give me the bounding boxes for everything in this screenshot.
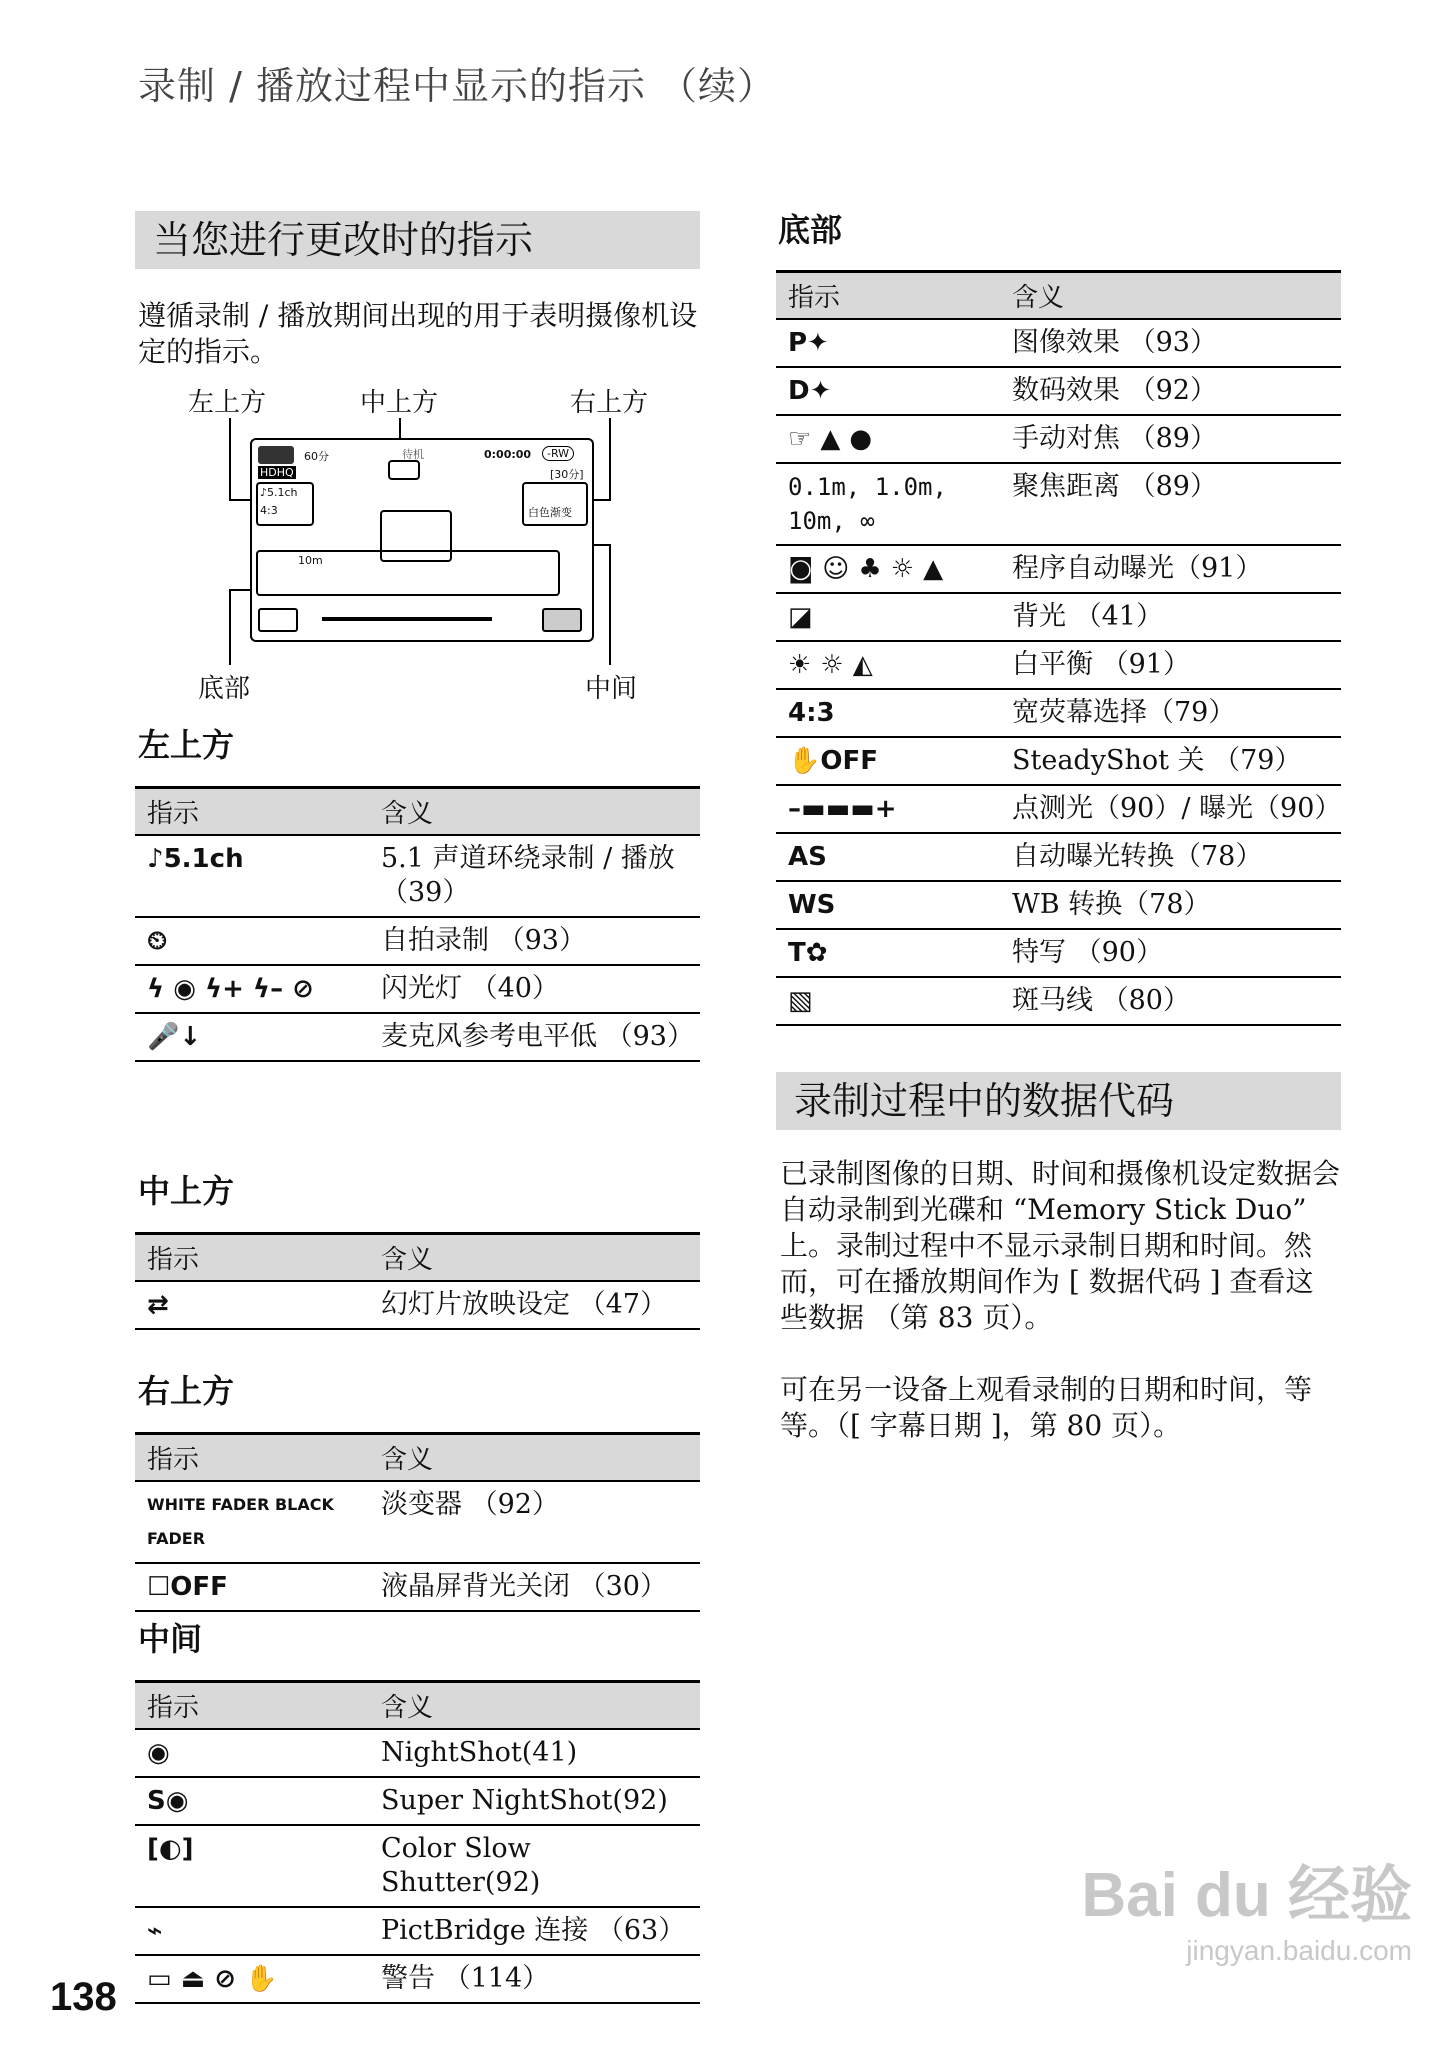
col-meaning: 含义 [369,1434,700,1482]
table-row [135,917,700,965]
table-row [776,689,1341,737]
meaning-text: 麦克风参考电平低 （93） [369,1013,700,1061]
table-row [135,1955,700,2003]
meaning-text: 点测光（90）/ 曝光（90） [1000,785,1341,833]
indicator-text: 0.1m, 1.0m, 10m, ∞ [776,463,1000,545]
diagram-label-middle: 中间 [585,674,638,704]
watermark-url: jingyan.baidu.com [1186,1935,1412,1966]
screen-audio: ♪5.1ch [260,486,298,499]
table-row [776,367,1341,415]
indicator-icon: WHITE FADER BLACK FADER [135,1481,369,1563]
table-row [776,881,1341,929]
top-left-indicator-box [256,482,314,526]
meaning-text: 特写 （90） [1000,929,1341,977]
table-top-left [135,786,700,1062]
meaning-text: NightShot(41) [369,1729,700,1777]
screen-disc: -RW [542,446,574,461]
indicator-icon: ♪5.1ch [135,835,369,917]
subtitle-bottom: 底部 [778,211,843,249]
diagram-label-bottom: 底部 [198,674,251,704]
meaning-text: 闪光灯 （40） [369,965,700,1013]
col-meaning: 含义 [369,1682,700,1730]
col-indicator: 指示 [776,272,1000,320]
meaning-text: 液晶屏背光关闭 （30） [369,1563,700,1611]
section-title-change: 当您进行更改时的指示 [135,211,700,269]
meaning-text: 幻灯片放映设定 （47） [369,1281,700,1329]
indicator-icon: ☀ ☼ ◭ [776,641,1000,689]
slideshow-icon [388,460,420,480]
screen-fader: 白色渐变 [528,506,572,519]
indicator-icon: 4:3 [776,689,1000,737]
table-row [776,593,1341,641]
indicator-icon: ▧ [776,977,1000,1025]
option-button-icon [542,608,582,632]
indicator-icon: [◐] [135,1825,369,1907]
meaning-text: PictBridge 连接 （63） [369,1907,700,1955]
meaning-text: 5.1 声道环绕录制 / 播放 （39） [369,835,700,917]
meaning-text: 图像效果 （93） [1000,319,1341,367]
indicator-icon: P✦ [776,319,1000,367]
meaning-text: 警告 （114） [369,1955,700,2003]
home-icon [258,446,294,464]
meaning-text: Color Slow Shutter(92) [369,1825,700,1907]
watermark-brand: Bai du 经验 [1081,1861,1412,1930]
table-top-center [135,1232,700,1330]
table-row [776,415,1341,463]
table-row [135,835,700,917]
table-row [135,1563,700,1611]
indicator-icon: ☞ ▲ ● [776,415,1000,463]
table-row [135,1281,700,1329]
screen-distance: 10m [298,554,323,567]
screen-aspect: 4:3 [260,504,278,517]
page-number: 138 [50,1975,117,2019]
indicator-icon: ▭ ⏏ ⊘ ✋ [135,1955,369,2003]
bottom-indicator-box [256,550,560,596]
indicator-icon: ✋OFF [776,737,1000,785]
datacode-paragraph-2: 可在另一设备上观看录制的日期和时间，等等。（[ 字幕日期 ]，第 80 页）。 [780,1373,1313,1442]
indicator-icon: ◉ [135,1729,369,1777]
table-top-right [135,1432,700,1612]
indicator-icon: ◪ [776,593,1000,641]
meaning-text: 宽荧幕选择（79） [1000,689,1341,737]
screen-quality: HDHQ [260,466,294,479]
indicator-icon: ☐OFF [135,1563,369,1611]
meaning-text: 斑马线 （80） [1000,977,1341,1025]
top-right-indicator-box [522,482,588,526]
col-indicator: 指示 [135,1682,369,1730]
indicator-icon: ϟ ◉ ϟ+ ϟ– ⊘ [135,965,369,1013]
meaning-text: 白平衡 （91） [1000,641,1341,689]
indicator-icon: ⌁ [135,1907,369,1955]
indicator-icon: ⏲ [135,917,369,965]
table-row [776,833,1341,881]
diagram-label-top-left: 左上方 [188,388,267,418]
meaning-text: 聚焦距离 （89） [1000,463,1341,545]
col-meaning: 含义 [369,788,700,836]
col-meaning: 含义 [369,1234,700,1282]
col-indicator: 指示 [135,1434,369,1482]
indicator-icon: D✦ [776,367,1000,415]
table-row [776,319,1341,367]
table-row [776,785,1341,833]
table-row [135,1013,700,1061]
page-header-title: 录制 / 播放过程中显示的指示 （续） [138,64,777,108]
meaning-text: 自拍录制 （93） [369,917,700,965]
meaning-text: 手动对焦 （89） [1000,415,1341,463]
table-row [135,965,700,1013]
table-middle [135,1680,700,2004]
meaning-text: 淡变器 （92） [369,1481,700,1563]
table-row [776,929,1341,977]
meaning-text: 自动曝光转换（78） [1000,833,1341,881]
indicator-icon: ◙ ☺ ♣ ☼ ▲ [776,545,1000,593]
table-row [135,1777,700,1825]
screen-time: 0:00:00 [484,448,532,461]
meaning-text: SteadyShot 关 （79） [1000,737,1341,785]
indicator-icon: WS [776,881,1000,929]
table-row [135,1907,700,1955]
play-button-icon [258,608,298,632]
indicator-icon: ⇄ [135,1281,369,1329]
meaning-text: Super NightShot(92) [369,1777,700,1825]
screen-remaining: [30分] [550,468,584,481]
table-row [776,641,1341,689]
col-meaning: 含义 [1000,272,1341,320]
meaning-text: 数码效果 （92） [1000,367,1341,415]
indicator-icon: T✿ [776,929,1000,977]
col-indicator: 指示 [135,1234,369,1282]
datacode-paragraph-1: 已录制图像的日期、时间和摄像机设定数据会自动录制到光碟和 “Memory Stick Duo” 上。录制过程中不显示录制日期和时间。然而，可在播放期间作为 [ 数据代码 ] 查看这些数据 （第 83 页）。 [780,1157,1341,1334]
indicator-icon: S◉ [135,1777,369,1825]
subtitle-top-left: 左上方 [138,726,235,764]
subtitle-top-center: 中上方 [138,1172,235,1210]
meaning-text: 程序自动曝光（91） [1000,545,1341,593]
table-bottom [776,270,1341,1026]
table-row [776,545,1341,593]
exposure-bar [322,617,492,621]
table-row [135,1729,700,1777]
table-row [135,1825,700,1907]
table-row [776,977,1341,1025]
table-row [776,463,1341,545]
section-intro: 遵循录制 / 播放期间出现的用于表明摄像机设定的指示。 [138,299,698,368]
screen-standby: 待机 [402,448,424,461]
col-indicator: 指示 [135,788,369,836]
indicator-icon: –▬▬▬+ [776,785,1000,833]
camera-screen-diagram [250,438,594,642]
subtitle-top-right: 右上方 [138,1372,235,1410]
subtitle-middle: 中间 [138,1620,203,1658]
table-row [135,1481,700,1563]
table-row [776,737,1341,785]
screen-battery: 60分 [304,450,329,463]
diagram-label-top-center: 中上方 [360,388,439,418]
section-title-datacode: 录制过程中的数据代码 [776,1072,1341,1130]
meaning-text: 背光 （41） [1000,593,1341,641]
indicator-icon: 🎤↓ [135,1013,369,1061]
meaning-text: WB 转换（78） [1000,881,1341,929]
diagram-label-top-right: 右上方 [570,388,649,418]
indicator-icon: AS [776,833,1000,881]
